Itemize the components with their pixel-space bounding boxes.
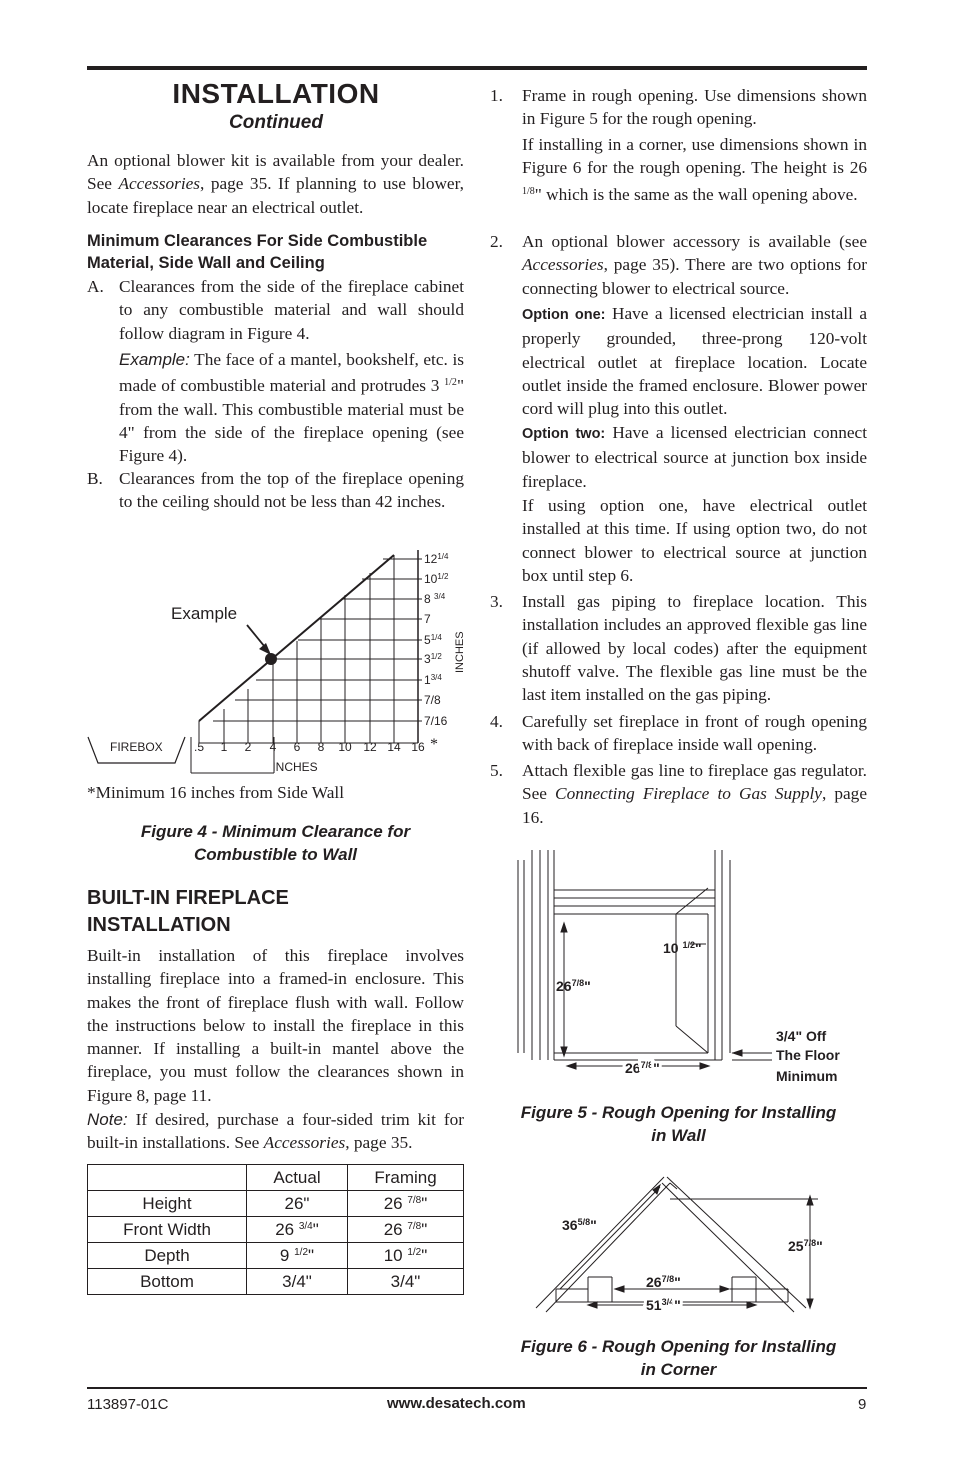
figure-6-caption: [490, 1335, 867, 1381]
floor-note-line2: The Floor: [776, 1047, 840, 1063]
table-header-cell: Framing: [348, 1165, 464, 1191]
table-cell: 3/4": [348, 1269, 464, 1295]
step-text: Attach flexible gas line to fireplace gas regulator. See Connecting Fireplace to Gas Supply, page 16.: [522, 761, 867, 827]
svg-text:101/2: $10^{1/2}$: [424, 572, 449, 586]
figure-5-caption: [490, 1101, 867, 1147]
intro-text-end: , page 35. If planning to use blower, locate fireplace near an electrical outlet.: [87, 174, 464, 217]
x-tick: 8: [317, 740, 325, 754]
example-text-end: " from the wall. This combustible material must be 4" from the side of the fireplace opening (see Figure 4).: [119, 376, 464, 466]
svg-text:8 3/4: 8 $^{3/4}$: [424, 592, 446, 606]
option-two: [522, 421, 867, 493]
x-tick: .5: [193, 740, 205, 754]
grid-lines: [199, 555, 418, 743]
note-text: If desired, purchase a four-sided trim kit for built-in installations. See: [87, 1110, 464, 1153]
table-row: [88, 1191, 464, 1217]
y-tick-labels: [424, 552, 449, 728]
intro-paragraph: [87, 149, 464, 219]
width-dimension-label: $26^{7/8}$": [625, 1060, 660, 1076]
page-title: INSTALLATION: [172, 78, 380, 109]
table-cell: Front Width: [88, 1217, 247, 1243]
x-tick: 2: [244, 740, 252, 754]
table-header-cell: Actual: [247, 1165, 348, 1191]
x-tick: 4: [269, 740, 277, 754]
table-cell: 10 $^{1/2}$": [348, 1243, 464, 1269]
table-cell: 26": [247, 1191, 348, 1217]
caption-line: in Wall: [651, 1126, 706, 1145]
table-row: [88, 1243, 464, 1269]
corner-walls: [536, 1177, 806, 1312]
step-text: If installing in a corner, use dimensions shown in Figure 6 for the rough opening. The height is 26: [522, 135, 867, 178]
heading-line: INSTALLATION: [87, 914, 231, 936]
x-tick: 6: [293, 740, 301, 754]
floor-note-line3: Minimum: [776, 1068, 838, 1084]
table-row: [88, 1217, 464, 1243]
table-cell: 26 $^{7/8}$": [348, 1191, 464, 1217]
document-number: 113897-01C: [87, 1396, 169, 1413]
item-marker: A.: [87, 277, 104, 296]
step-text: An optional blower accessory is available (see Accessories, page 35). There are two options for connecting blower to electrical source.: [522, 232, 867, 298]
step-marker: 5.: [490, 761, 503, 780]
option-label: Option two:: [522, 426, 606, 442]
corner-dimension-lines: [560, 1185, 818, 1308]
x-tick-labels: [194, 740, 425, 754]
figure-4-footnote: *Minimum 16 inches from Side Wall: [87, 783, 345, 802]
x-tick: 16: [411, 740, 425, 754]
item-text: Clearances from the side of the fireplace cabinet to any combustible material and wall should follow diagram in Figure 4.: [119, 277, 464, 343]
firebox-label: FIREBOX: [110, 740, 163, 754]
svg-text:7/16: 7/16: [424, 714, 448, 728]
step-text: " which is the same as the wall opening above.: [534, 184, 858, 204]
step-text: Carefully set fireplace in front of rough opening with back of fireplace inside wall opening.: [522, 712, 867, 755]
height-dimension-label: $25^{7/8}$": [788, 1238, 823, 1254]
step-marker: 2.: [490, 232, 503, 251]
builtin-paragraph: Built-in installation of this fireplace involves installing fireplace into a framed-in enclosure. This makes the front of fireplace flush with wall. Follow the instructions below to install the fireplace in this manner. If installing a built-in mantel above the fireplace, you must follow the clearances shown in Figure 8, page 11.: [87, 946, 464, 1105]
option-label: Option one:: [522, 307, 606, 323]
note-text-end: , page 35.: [345, 1133, 413, 1153]
page-subtitle: Continued: [229, 112, 323, 133]
x-axis-star: *: [430, 736, 438, 753]
svg-text:7/8: 7/8: [424, 693, 441, 707]
figure-6-corner-opening-diagram: [520, 1165, 850, 1320]
item-text: Clearances from the top of the fireplace opening to the ceiling should not be less than 42 inches.: [119, 469, 464, 512]
builtin-note: [87, 1108, 464, 1155]
intro-link-accessories: Accessories: [118, 174, 201, 194]
height-dimension-label: $26^{7/8}$": [556, 978, 591, 994]
table-cell: 9 $^{1/2}$": [247, 1243, 348, 1269]
figure-4-clearance-diagram: [80, 545, 480, 777]
depth-dimension-label: 10 $^{1/2}$": [663, 940, 702, 956]
option-text: Have a licensed electrician connect blower to electrical source at junction box inside fireplace.: [522, 423, 868, 491]
page-number: 9: [858, 1396, 867, 1413]
svg-text:13/4: $1^{3/4}$: [424, 673, 442, 687]
step-2-followup: If using option one, have electrical outlet installed at this time. If using option two, do not connect blower to electrical source at junction box until step 6.: [522, 496, 867, 585]
table-header-cell: [88, 1165, 247, 1191]
table-row: [88, 1269, 464, 1295]
svg-text:121/4: $12^{1/4}$: [424, 552, 449, 566]
step-fraction: 1/8: [522, 185, 535, 197]
table-cell: Bottom: [88, 1269, 247, 1295]
step-1-corner-note: [522, 133, 867, 206]
intro-text: An optional blower kit is available from your dealer. See: [87, 151, 464, 194]
step-text: Install gas piping to fireplace location. This installation includes an approved flexible gas line (if allowed by local codes) after the equipment shutoff valve. The flexible gas line must be the last item installed on the gas piping.: [522, 592, 867, 705]
y-axis-label: INCHES: [454, 631, 466, 673]
caption-line: in Corner: [640, 1360, 717, 1379]
clearances-heading: Minimum Clearances For Side Combustible Material, Side Wall and Ceiling: [87, 232, 428, 272]
svg-text:7: 7: [424, 612, 431, 626]
note-label: Note:: [87, 1110, 128, 1129]
example-point: [265, 653, 277, 665]
note-link-accessories: Accessories: [263, 1133, 346, 1153]
example-callout-label: Example: [171, 604, 238, 623]
table-cell: Depth: [88, 1243, 247, 1269]
side-dimension-label: $36^{5/8}$": [562, 1217, 597, 1233]
example-text: The face of a mantel, bookshelf, etc. is made of combustible material and protrudes 3: [119, 350, 464, 396]
caption-line: Figure 5 - Rough Opening for Installing: [520, 1103, 837, 1122]
x-tick: 12: [363, 740, 377, 754]
builtin-heading: [87, 885, 464, 939]
dimensions-table: [87, 1164, 464, 1295]
caption-line: Figure 6 - Rough Opening for Installing: [520, 1337, 837, 1356]
table-header-row: [88, 1165, 464, 1191]
x-tick: 10: [338, 740, 352, 754]
example-fraction: 1/2: [444, 377, 457, 389]
heading-line: BUILT-IN FIREPLACE: [87, 887, 289, 909]
x-axis-label: INCHES: [272, 760, 318, 774]
step-marker: 3.: [490, 592, 503, 611]
svg-text:31/2: $3^{1/2}$: [424, 652, 442, 666]
example-arrow-head: [259, 643, 271, 655]
website-link[interactable]: www.desatech.com: [387, 1395, 526, 1412]
outer-width-label: $51^{3/4}$": [646, 1297, 681, 1313]
option-text: Have a licensed electrician install a properly grounded, three-prong 120-volt electrical outlet at fireplace location. Locate outlet inside the framed enclosure. Blower power cord will plug into this outlet.: [522, 304, 868, 419]
caption-line: Combustible to Wall: [193, 845, 358, 864]
table-cell: 26 $^{3/4}$": [247, 1217, 348, 1243]
step-marker: 1.: [490, 86, 503, 105]
table-cell: 3/4": [247, 1269, 348, 1295]
table-cell: Height: [88, 1191, 247, 1217]
x-tick: 14: [387, 740, 401, 754]
example-label: Example:: [119, 350, 190, 369]
table-cell: 26 $^{7/8}$": [348, 1217, 464, 1243]
item-marker: B.: [87, 469, 103, 488]
figure-4-caption: [87, 820, 464, 866]
svg-text:51/4: $5^{1/4}$: [424, 633, 442, 647]
floor-note-line1: 3/4" Off: [776, 1028, 827, 1044]
top-rule: [87, 66, 867, 70]
inner-width-label: $26^{7/8}$": [646, 1274, 681, 1290]
caption-line: Figure 4 - Minimum Clearance for: [140, 822, 411, 841]
example-paragraph: [119, 348, 464, 467]
step-marker: 4.: [490, 712, 503, 731]
figure-5-wall-opening-diagram: [510, 848, 870, 1088]
x-tick: 1: [220, 740, 228, 754]
bottom-rule: [87, 1387, 867, 1389]
step-text: Frame in rough opening. Use dimensions shown in Figure 5 for the rough opening.: [522, 86, 867, 129]
option-one: [522, 302, 867, 420]
